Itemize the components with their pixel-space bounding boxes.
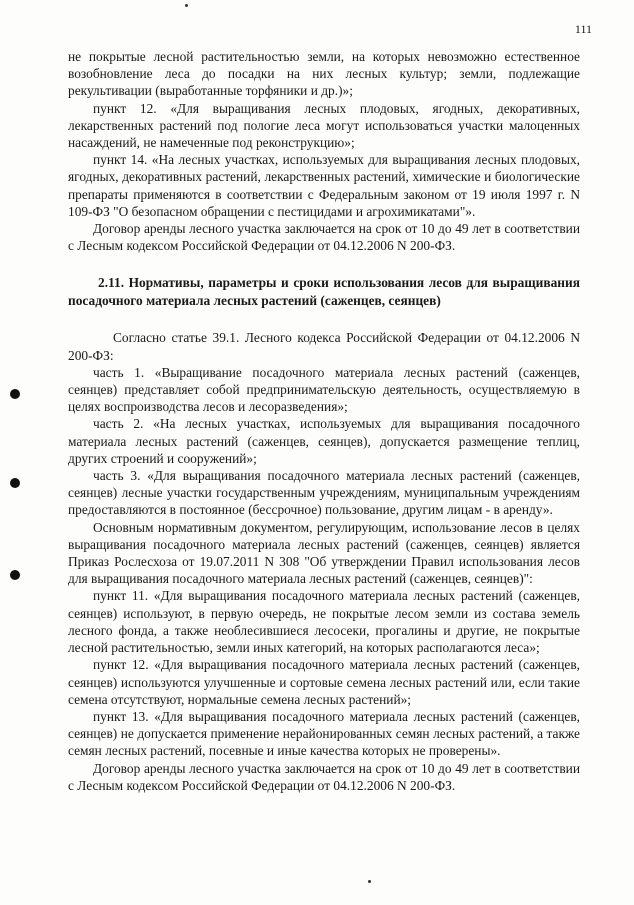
section-heading: 2.11. Нормативы, параметры и сроки использования лесов для выращивания посадочного материала лесных растений (саженцев, сеянцев) <box>68 275 580 308</box>
paragraph: пункт 12. «Для выращивания посадочного материала лесных растений (саженцев, сеянцев) используются улучшенные и сортовые семена лесных растений или, если такие семена отсутствуют, нормальные семена лесных растений»; <box>68 657 580 707</box>
scan-speck <box>185 4 188 7</box>
paragraph: пункт 13. «Для выращивания посадочного материала лесных растений (саженцев, сеянцев) не допускается применение нерайонированных семян лесных растений, а также семян лесных растений, посевные и иные качества которых не проверены». <box>68 708 580 759</box>
paragraph: не покрытые лесной растительностью земли, на которых невозможно естественное возобновление леса до посадки на них лесных культур; земли, подлежащие рекультивации (выработанные торфяники и др.)»; <box>68 49 580 99</box>
paragraph: часть 3. «Для выращивания посадочного материала лесных растений (саженцев, сеянцев) лесные участки государственным учреждениям, муниципальным учреждениям предоставляются в постоянное (бессрочное) пользование, другим лицам - в аренду». <box>68 468 580 518</box>
paragraph: часть 2. «На лесных участках, используемых для выращивания посадочного материала лесных растений (саженцев, сеянцев), допускается размещение теплиц, других строений и сооружений»; <box>68 416 580 466</box>
paragraph: пункт 11. «Для выращивания посадочного материала лесных растений (саженцев, сеянцев) используют, в первую очередь, не покрытые лесом земли из состава земель лесного фонда, а также необлесившиеся лесосеки, прогалины и другие, не покрытые лесной растительностью, земли иных категорий, на которых располагаются леса»; <box>68 588 580 656</box>
scan-speck <box>368 880 371 883</box>
paragraph: Основным нормативным документом, регулирующим, использование лесов в целях выращивания посадочного материала лесных растений (саженцев, сеянцев) является Приказ Рослесхоза от 19.07.2011 N 308 "Об утверждении Правил использования лесов для выращивания посадочного материала лесных растений (саженцев, сеянцев)": <box>68 519 580 587</box>
paragraph: Согласно статье 39.1. Лесного кодекса Российской Федерации от 04.12.2006 N 200-ФЗ: <box>68 330 580 363</box>
paragraph: пункт 14. «На лесных участках, используемых для выращивания лесных плодовых, ягодных, декоративных растений, лекарственных растений, химические и биологические препараты применяются в соответствии с Федеральным законом от 19 июля 1997 г. N 109-ФЗ "О безопасном обращении с пестицидами и агрохимикатами"». <box>68 152 580 219</box>
page-number: 111 <box>574 22 592 36</box>
paragraph: часть 1. «Выращивание посадочного материала лесных растений (саженцев, сеянцев) представляет собой предпринимательскую деятельность, осуществляемую в целях воспроизводства лесов и лесоразведения»; <box>68 364 580 415</box>
paragraph: Договор аренды лесного участка заключается на срок от 10 до 49 лет в соответствии с Лесным кодексом Российской Федерации от 04.12.2006 N 200-ФЗ. <box>68 221 580 254</box>
binder-hole <box>10 570 20 580</box>
document-body <box>68 48 580 794</box>
binder-hole <box>10 478 20 488</box>
binder-hole <box>10 389 20 399</box>
paragraph: пункт 12. «Для выращивания лесных плодовых, ягодных, декоративных, лекарственных растений под пологие леса могут использоваться участки малоценных насаждений, не намеченные под реконструкцию»; <box>68 100 580 151</box>
paragraph-group-bottom <box>68 329 580 793</box>
paragraph-group-top <box>68 48 580 254</box>
paragraph: Договор аренды лесного участка заключается на срок от 10 до 49 лет в соответствии с Лесным кодексом Российской Федерации от 04.12.2006 N 200-ФЗ. <box>68 760 580 793</box>
